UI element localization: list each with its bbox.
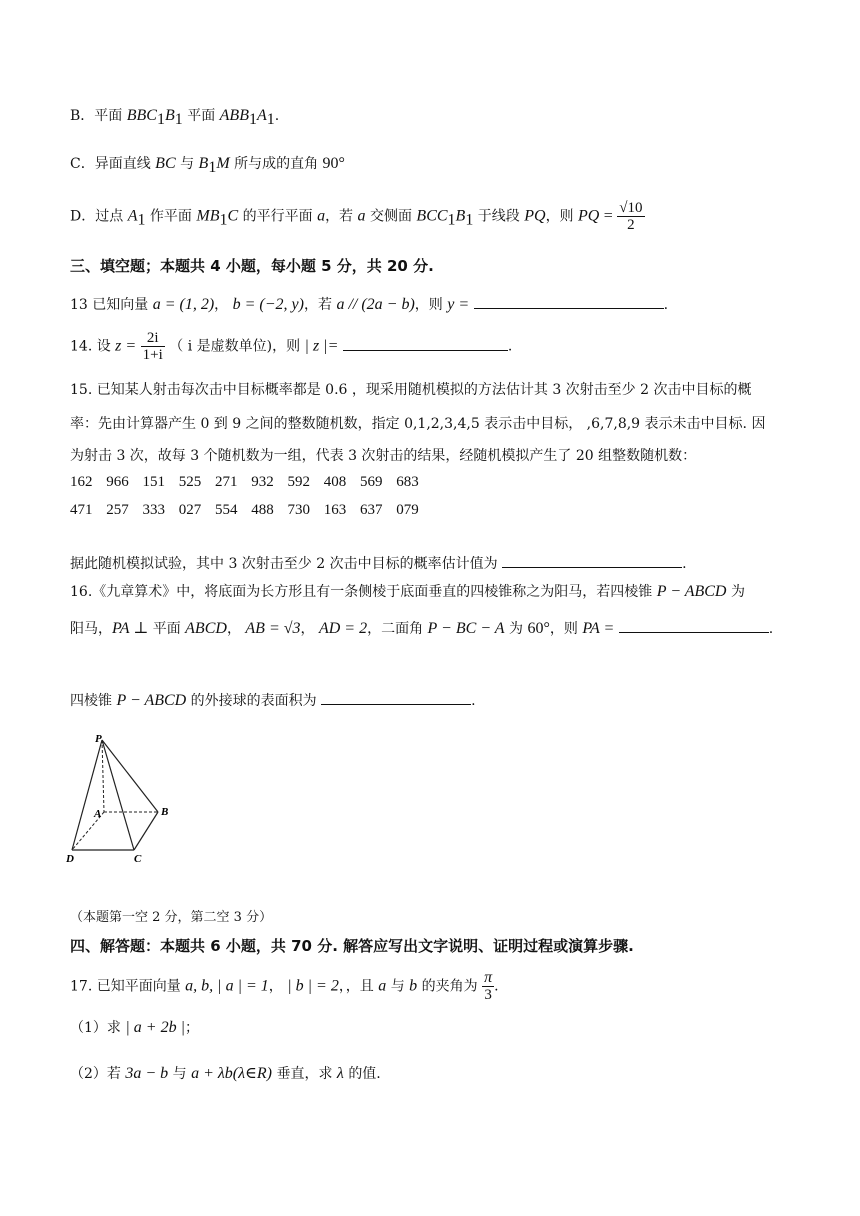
random-numbers-row-1: 162 966 151 525 271 932 592 408 569 683	[70, 474, 419, 490]
question-17: 17. 已知平面向量 a, b, | a | = 1， | b | = 2，，且 a 与 b 的夹角为 $\frac{\pi}{3}$ .	[70, 969, 499, 1003]
edge-pd	[72, 740, 102, 850]
section-3-title: 三、填空题；本题共 4 小题，每小题 5 分，共 20 分.	[70, 257, 434, 275]
question-15-line-2: 率：先由计算器产生 0 到 9 之间的整数随机数，指定 0,1,2,3,4,5 表示击中目标， ,6,7,8,9 表示未击中目标. 因	[70, 416, 766, 432]
question-16-line-1: 16.《九章算术》中，将底面为长方形且有一条侧棱于底面垂直的四棱锥称之为阳马，若四棱锥 P − ABCD 为	[70, 583, 745, 600]
question-13: 13 已知向量 a = (1, 2)， b = (−2, y)，若 a // (2a − b)，则 y = .	[70, 296, 669, 313]
edge-cb	[134, 812, 158, 850]
option-c: C．异面直线 BC 与 $B_1M$ 所与成的直角 90°	[70, 155, 345, 176]
label-p: P	[95, 733, 102, 745]
section-4-title: 四、解答题：本题共 6 小题，共 70 分. 解答应写出文字说明、证明过程或演算步骤.	[70, 937, 634, 955]
question-17-part-2: （2）若 3a − b 与 a + λb(λ∈R) 垂直，求 λ 的值.	[70, 1065, 381, 1082]
random-numbers-row-2: 471 257 333 027 554 488 730 163 637 079	[70, 502, 419, 518]
question-16-line-3: 四棱锥 P − ABCD 的外接球的表面积为 .	[70, 692, 476, 709]
edge-pc	[102, 740, 134, 850]
pyramid-figure	[62, 730, 182, 870]
question-15-line-3: 为射击 3 次，故每 3 个随机数为一组，代表 3 次射击的结果，经随机模拟产生了 20 组整数随机数：	[70, 448, 697, 464]
option-d: D．过点 $A_1$ 作平面 $MB_1C$ 的平行平面 a，若 a 交侧面 $BCC_1B_1$ 于线段 PQ，则 PQ = $\frac{√10}{2}$	[70, 200, 643, 233]
option-b: B．平面 $BBC_1B_1$ 平面 $ABB_1A_1$.	[70, 107, 280, 128]
fraction-pi-over-3: $\frac{\pi}{3}$	[484, 969, 493, 1003]
label-b: B	[161, 806, 169, 818]
label-a: A	[94, 808, 102, 820]
edge-pa	[102, 740, 104, 812]
sqrt10-over-2: $\frac{√10}{2}$	[619, 200, 643, 233]
question-15-line-1: 15. 已知某人射击每次击中目标概率都是 0.6 ，现采用随机模拟的方法估计其 3 次射击至少 2 次击中目标的概	[70, 382, 752, 398]
answer-blank-13[interactable]	[474, 294, 664, 309]
question-15-line-4: 据此随机模拟试验，其中 3 次射击至少 2 次击中目标的概率估计值为 .	[70, 553, 687, 574]
answer-blank-14[interactable]	[343, 336, 508, 351]
answer-blank-15[interactable]	[502, 553, 682, 568]
question-16-line-2: 阳马，PA ⊥ 平面 ABCD， AB = √3， AD = 2，二面角 P − BC − A 为 60°，则 PA = .	[70, 620, 774, 637]
answer-blank-16b[interactable]	[321, 690, 471, 705]
answer-blank-16a[interactable]	[619, 618, 769, 633]
edge-pb	[102, 740, 158, 812]
label-c: C	[134, 853, 142, 865]
question-17-part-1: （1）求 | a + 2b |；	[70, 1019, 199, 1036]
fraction-2i-over-1plusi: $\frac{2i}{1+i}$	[142, 330, 163, 363]
question-16-note: （本题第一空 2 分，第二空 3 分）	[70, 910, 273, 925]
question-14: 14. 设 z = $\frac{2i}{1+i}$ （ i 是虚数单位)，则 | z |= .	[70, 330, 513, 363]
label-d: D	[66, 853, 74, 865]
